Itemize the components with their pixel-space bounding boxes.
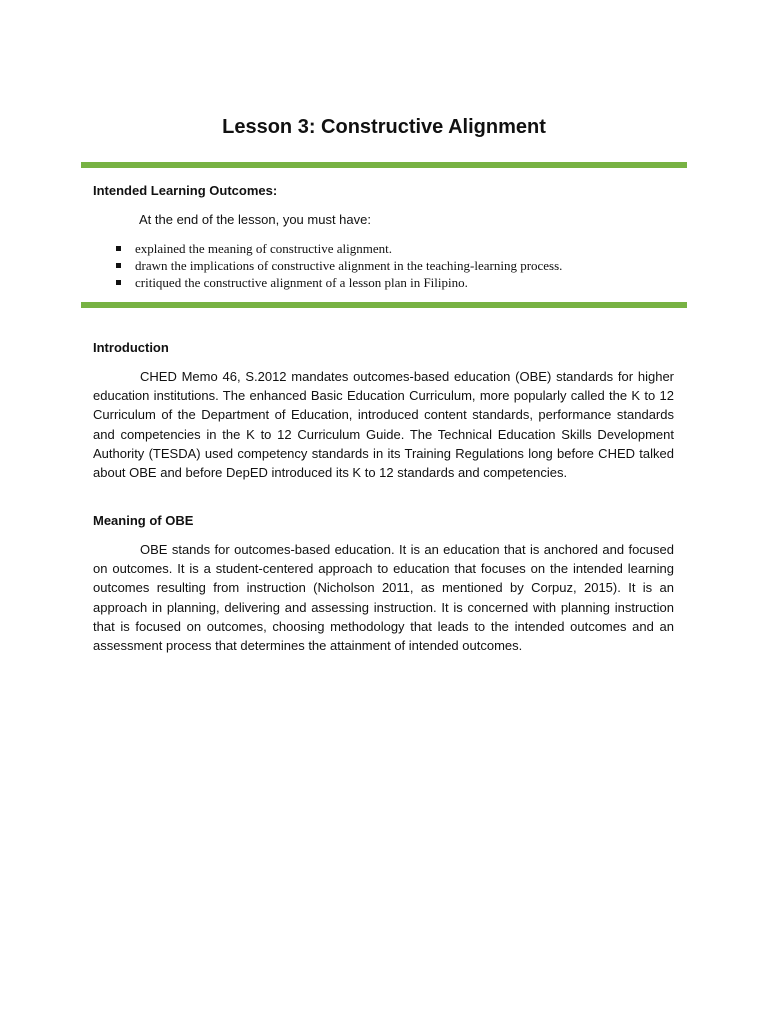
meaning-of-obe-paragraph: OBE stands for outcomes-based education. It is an education that is anchored and focused on outcomes. It is a student-centered approach to education that focuses on the intended learning outcomes resulting from instruction (Nicholson 2011, as mentioned by Corpuz, 2015). It is an approach in planning, delivering and assessing instruction. It is concerned with planning instruction that is focused on outcomes, choosing methodology that leads to the intended outcomes and an assessment process that determines the attainment of intended outcomes. — [93, 542, 674, 654]
page-title: Lesson 3: Constructive Alignment — [222, 116, 546, 138]
list-item — [116, 257, 562, 274]
list-item-text: critiqued the constructive alignment of a lesson plan in Filipino. — [135, 275, 468, 290]
meaning-of-obe-heading: Meaning of OBE — [93, 513, 194, 528]
introduction-paragraph: CHED Memo 46, S.2012 mandates outcomes-based education (OBE) standards for higher education institutions. The enhanced Basic Education Curriculum, more popularly called the K to 12 Curriculum of the Department of Education, introduced content standards, performance standards and competencies in the K to 12 Curriculum Guide. The Technical Education Skills Development Authority (TESDA) used competency standards in its Training Regulations long before CHED talked about OBE and before DepED introduced its K to 12 standards and competencies. — [93, 369, 674, 481]
introduction-heading: Introduction — [93, 340, 169, 355]
ilo-heading: Intended Learning Outcomes: — [93, 183, 278, 198]
list-item-text: explained the meaning of constructive alignment. — [135, 241, 393, 256]
ilo-list — [116, 240, 562, 291]
list-item — [116, 274, 562, 291]
square-bullet-icon — [116, 246, 121, 251]
list-item-text: drawn the implications of constructive alignment in the teaching-learning process. — [135, 258, 563, 273]
list-item — [116, 240, 562, 257]
ilo-intro-text: At the end of the lesson, you must have: — [139, 212, 371, 227]
square-bullet-icon — [116, 263, 121, 268]
top-divider — [81, 162, 687, 168]
bottom-divider — [81, 302, 687, 308]
square-bullet-icon — [116, 280, 121, 285]
